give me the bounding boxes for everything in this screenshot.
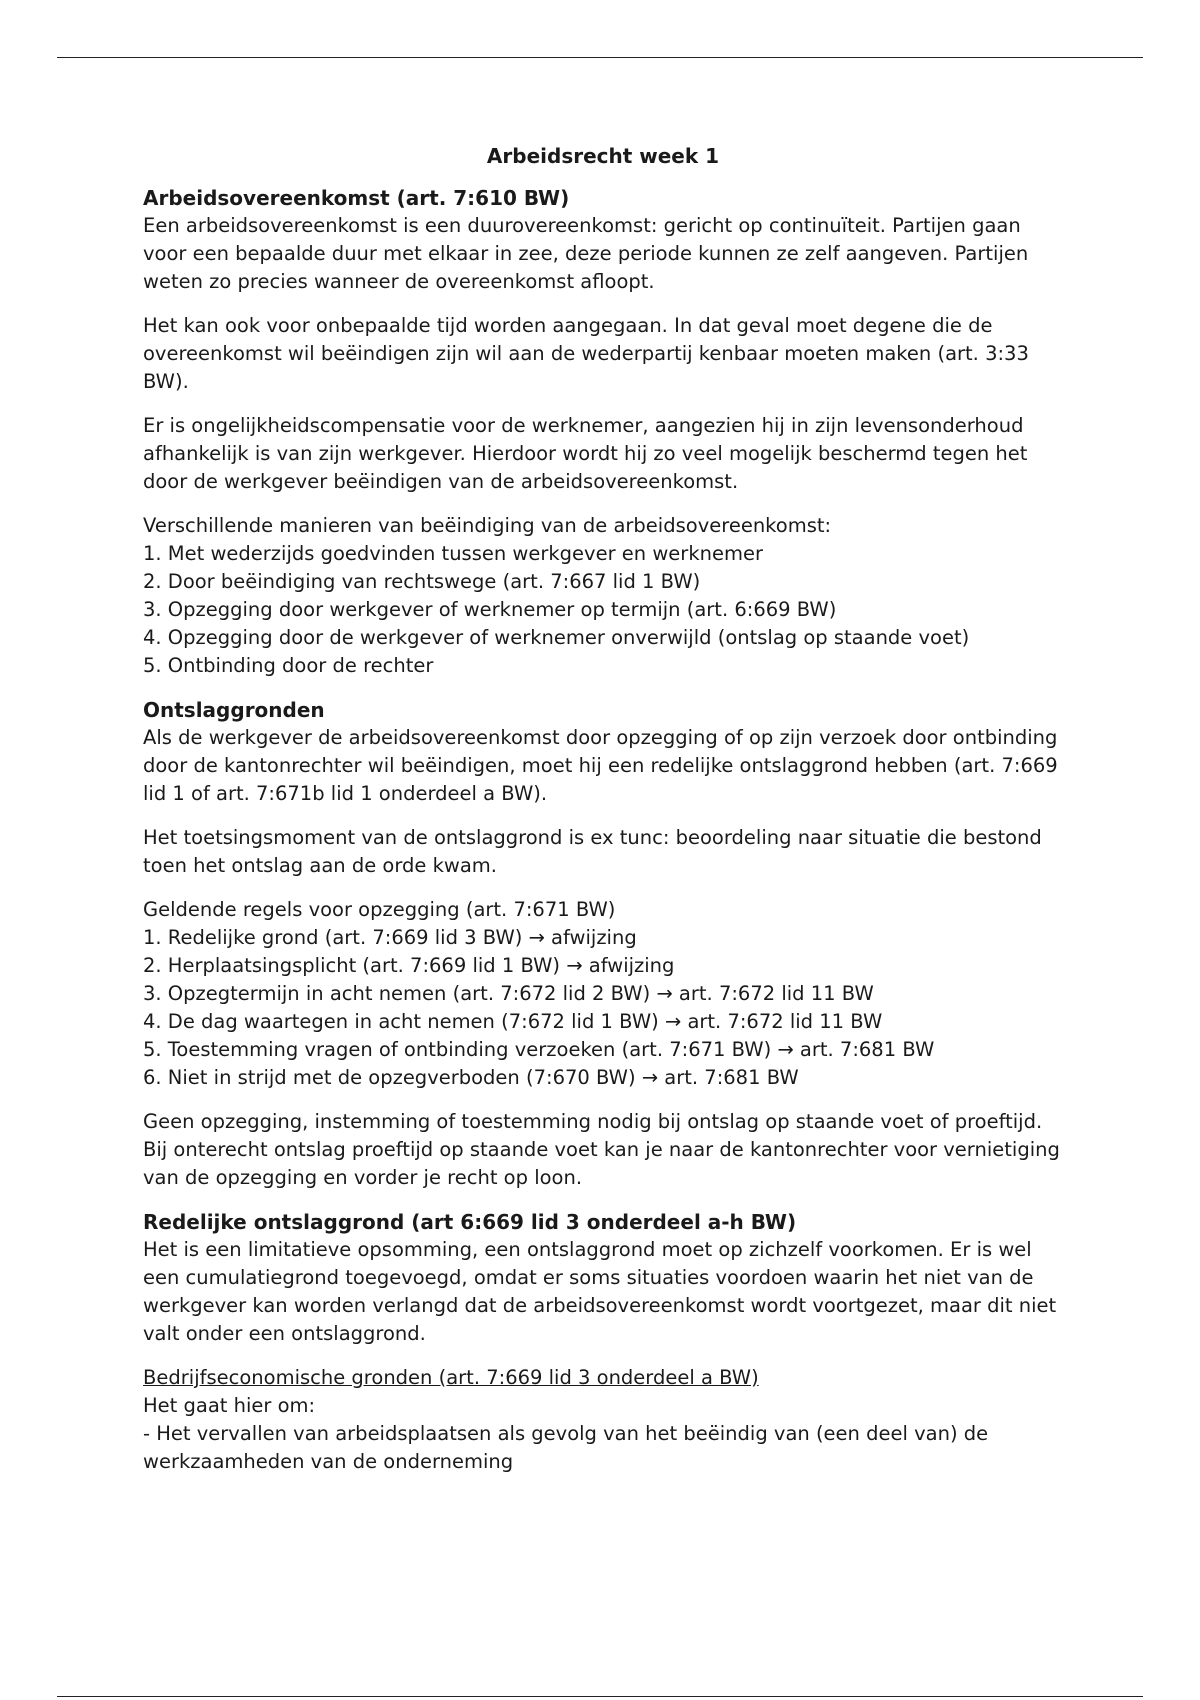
paragraph: Als de werkgever de arbeidsovereenkomst door opzegging of op zijn verzoek door ontbinding door de kantonrechter wil beëindigen, moet hij een redelijke ontslaggrond hebben (art. 7:669 lid 1 of art. 7:671b lid 1 onderdeel a BW). [143,726,1058,805]
list-item: 2. Door beëindiging van rechtswege (art. 7:667 lid 1 BW) [143,570,701,593]
section-heading-arbeidsovereenkomst: Arbeidsovereenkomst (art. 7:610 BW) [143,186,570,210]
list-item: 4. De dag waartegen in acht nemen (7:672 lid 1 BW) → art. 7:672 lid 11 BW [143,1010,883,1033]
paragraph: Het gaat hier om: [143,1394,316,1417]
list-intro: Verschillende manieren van beëindiging van de arbeidsovereenkomst: [143,514,832,537]
list-intro: Geldende regels voor opzegging (art. 7:671 BW) [143,898,616,921]
list-item: 6. Niet in strijd met de opzegverboden (7:670 BW) → art. 7:681 BW [143,1066,799,1089]
termination-list [143,512,1063,680]
list-item: 2. Herplaatsingsplicht (art. 7:669 lid 1 BW) → afwijzing [143,954,675,977]
list-item: 3. Opzegging door werkgever of werknemer op termijn (art. 6:669 BW) [143,598,837,621]
list-item: 5. Ontbinding door de rechter [143,654,434,677]
bullet-item: - Het vervallen van arbeidsplaatsen als gevolg van het beëindig van (een deel van) de werkzaamheden van de onderneming [143,1422,989,1473]
rules-list [143,896,1063,1092]
list-item: 4. Opzegging door de werkgever of werknemer onverwijld (ontslag op staande voet) [143,626,970,649]
subheading-bedrijfseconomische-gronden: Bedrijfseconomische gronden (art. 7:669 lid 3 onderdeel a BW) [143,1366,759,1389]
list-item: 1. Met wederzijds goedvinden tussen werkgever en werknemer [143,542,763,565]
paragraph: Het toetsingsmoment van de ontslaggrond is ex tunc: beoordeling naar situatie die bestond toen het ontslag aan de orde kwam. [143,826,1042,877]
header-rule [57,57,1143,58]
list-item: 1. Redelijke grond (art. 7:669 lid 3 BW) → afwijzing [143,926,637,949]
paragraph: Een arbeidsovereenkomst is een duurovereenkomst: gericht op continuïteit. Partijen gaan voor een bepaalde duur met elkaar in zee, deze periode kunnen ze zelf aangeven. Partijen weten zo precies wanneer de overeenkomst afloopt. [143,214,1029,293]
section-heading-redelijke-ontslaggrond: Redelijke ontslaggrond (art 6:669 lid 3 onderdeel a-h BW) [143,1210,797,1234]
paragraph: Er is ongelijkheidscompensatie voor de werknemer, aangezien hij in zijn levensonderhoud afhankelijk is van zijn werkgever. Hierdoor wordt hij zo veel mogelijk beschermd tegen het door de werkgever beëindigen van de arbeidsovereenkomst. [143,414,1028,493]
list-item: 5. Toestemming vragen of ontbinding verzoeken (art. 7:671 BW) → art. 7:681 BW [143,1038,935,1061]
footer-rule [57,1696,1143,1697]
paragraph: Het is een limitatieve opsomming, een ontslaggrond moet op zichzelf voorkomen. Er is wel een cumulatiegrond toegevoegd, omdat er soms situaties voordoen waarin het niet van de werkgever kan worden verlangd dat de arbeidsovereenkomst wordt voortgezet, maar dit niet valt onder een ontslaggrond. [143,1238,1057,1345]
paragraph: Geen opzegging, instemming of toestemming nodig bij ontslag op staande voet of proeftijd. Bij onterecht ontslag proeftijd op staande voet kan je naar de kantonrechter voor vernietiging van de opzegging en vorder je recht op loon. [143,1110,1060,1189]
list-item: 3. Opzegtermijn in acht nemen (art. 7:672 lid 2 BW) → art. 7:672 lid 11 BW [143,982,874,1005]
paragraph: Het kan ook voor onbepaalde tijd worden aangegaan. In dat geval moet degene die de overeenkomst wil beëindigen zijn wil aan de wederpartij kenbaar moeten maken (art. 3:33 BW). [143,314,1029,393]
document-title: Arbeidsrecht week 1 [486,144,720,168]
section-heading-ontslaggronden: Ontslaggronden [143,698,325,722]
document-body [143,142,1063,1476]
